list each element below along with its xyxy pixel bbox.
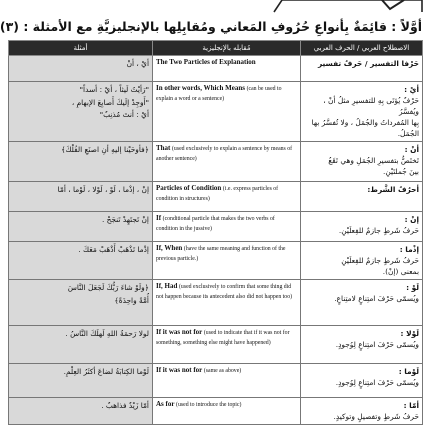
term-label: أيْ :: [404, 85, 419, 94]
term-line: حَرفُ شَرطٍ جازمٌ للفِعلَيْنِ.: [338, 226, 419, 235]
term-label: إذْما :: [399, 245, 419, 254]
term-line: بينَ جُملتَيْنِ.: [383, 167, 419, 176]
example-line: "أَوجِدْ إلَيكَ أَصابِعَ الإبهامِ ،: [71, 97, 149, 107]
table-row: [9, 364, 423, 398]
english-note: (conditional particle that makes the two verbs of condition in the jussive): [156, 216, 275, 232]
english-cell: [153, 280, 301, 326]
example-cell: [9, 142, 153, 182]
term-cell: [301, 242, 423, 280]
term-label: إنْ :: [404, 215, 419, 224]
term-label: لَوْلا :: [400, 329, 419, 338]
english-cell: [153, 242, 301, 280]
term-label: أحرُفُ الشَّرط:: [367, 185, 419, 194]
english-note: (same as above): [203, 368, 242, 374]
example-cell: [9, 182, 153, 212]
english-note: (have the same meaning and function of the previous particle.): [156, 246, 286, 262]
english-note: (used exclusively to explain a sentence by means of another sentence): [156, 146, 293, 162]
example-line: إنْ تَجتَهِدْ تَنجَحْ .: [101, 215, 149, 224]
tab-decoration: [274, 0, 422, 12]
example-cell: [9, 82, 153, 142]
example-cell: [9, 398, 153, 425]
example-cell: [9, 242, 153, 280]
example-line: أيْ : أنتَ مُذنِبٌ": [99, 110, 149, 119]
table-header-row: [9, 41, 423, 56]
term-label: أنْ :: [404, 145, 419, 154]
example-line: لَوْما الكِتابَةُ لضاعَ أكثَرُ العِلْمِ.: [63, 367, 149, 376]
english-cell: [153, 56, 301, 82]
example-line: ﴿فأوحَيْنا إليهِ أنِ اصنَعِ الفُلْكَ﴾: [61, 145, 149, 154]
example-line: ﴿ولَوْ شاءَ رَبُّكَ لَجَعَلَ النَّاسَ: [67, 283, 149, 292]
term-line: ويُسمّى حَرْفَ امتِناعٍ لامتِناعٍ.: [334, 294, 419, 303]
english-term: Particles of Condition: [156, 184, 222, 192]
english-cell: [153, 364, 301, 398]
term-cell: [301, 142, 423, 182]
term-label: لَوْ :: [406, 283, 419, 292]
example-cell: [9, 212, 153, 242]
term-cell: [301, 82, 423, 142]
english-term: That: [156, 144, 171, 152]
example-cell: [9, 56, 153, 82]
term-line: بِها المُفرداتُ والجُمَلُ ، ولا تُفسَّرُ بها: [311, 118, 419, 127]
particles-table: [8, 40, 423, 425]
example-cell: [9, 364, 153, 398]
english-term: If it was not for: [156, 328, 203, 336]
term-cell: [301, 182, 423, 212]
english-cell: [153, 82, 301, 142]
example-line: أمّا زَيْدٌ فذاهبٌ .: [101, 401, 149, 410]
example-line: أُمَّةً واحِدَةً﴾: [114, 295, 149, 305]
english-term: If, Had: [156, 282, 178, 290]
english-note: (used to indicate that if it was not for something, something else might have happened): [156, 330, 290, 346]
term-cell: [301, 56, 423, 82]
term-line: ويُسمّى حَرْفَ امتِناعٍ لِوُجودٍ.: [335, 378, 419, 387]
term-label: أمّا :: [403, 401, 419, 410]
english-term: The Two Particles of Explanation: [156, 58, 256, 66]
english-term: If, When: [156, 244, 183, 252]
header-term: الاصطلاح العربي / الحرف العربي: [301, 41, 423, 56]
example-line: إنْ ، إذْما ، لَوْ ، لَوْلا ، لَوْما ، أمّا: [57, 185, 149, 194]
english-cell: [153, 212, 301, 242]
term-line: بمعنى (إنْ).: [382, 267, 419, 276]
term-cell: [301, 326, 423, 364]
table-row: [9, 212, 423, 242]
english-term: As for: [156, 400, 175, 408]
term-cell: [301, 212, 423, 242]
example-cell: [9, 280, 153, 326]
term-line: حَرفُ شَرطٍ وتفصيلٍ وتوكيدٍ.: [333, 412, 419, 421]
term-cell: [301, 364, 423, 398]
example-cell: [9, 326, 153, 364]
header-examples: أمثلة: [9, 41, 153, 56]
term-line: تَختَصُّ بتفسيرِ الجُمَلِ وهي تَقَعُ: [328, 156, 419, 165]
table-body: [9, 56, 423, 425]
example-line: أيْ ، أنْ: [126, 59, 149, 68]
term-line: الجُمَلُ.: [397, 129, 419, 138]
english-cell: [153, 398, 301, 425]
table-row: [9, 242, 423, 280]
page-title: أوَّلاً : قائِمَةٌ بِأنواعِ حُرُوفِ المَعاني ومُقابِلِها بالإنجليزيَّةِ مع الأمثلة : (٣): [0, 19, 422, 34]
english-term: If: [156, 214, 162, 222]
example-line: لولا رَحمَةُ اللهِ لَهلَكَ النَّاسُ .: [65, 329, 149, 338]
english-cell: [153, 142, 301, 182]
term-cell: [301, 280, 423, 326]
term-label: حَرْفا التفسير / حَرفُ تفسير: [317, 59, 419, 68]
checkmark-icon: [382, 0, 404, 9]
english-note: (used to introduce the topic): [176, 402, 242, 408]
table-row: [9, 280, 423, 326]
english-note: (used exclusively to confirm that some thing did not happen because its antecedent also did not happen too): [156, 284, 293, 300]
example-line: إذْما تَذْهَبْ أَذْهَبْ مَعَكَ .: [78, 245, 149, 254]
english-cell: [153, 326, 301, 364]
table-row: [9, 142, 423, 182]
term-label: لَوْما :: [398, 367, 419, 376]
table-row: [9, 398, 423, 425]
header-english: مُقابله بالإنجليزية: [153, 41, 301, 56]
term-line: حَرفُ شَرطٍ جازمٌ للفِعلَيْنِ: [341, 256, 419, 265]
term-line: حَرْفٌ يُؤتَى بِهِ للتفسيرِ مثلُ أنْ ، ويُفسَّرُ: [323, 96, 419, 116]
table-row: [9, 82, 423, 142]
table-row: [9, 56, 423, 82]
english-cell: [153, 182, 301, 212]
term-cell: [301, 398, 423, 425]
english-note: (i.e. express particles of condition in structures): [156, 186, 279, 202]
example-line: "رَأيْتُ لَيثاً ، أيْ : أسداً": [79, 85, 149, 94]
english-note: (can be used to explain a word or a sentence): [156, 86, 282, 102]
table-row: [9, 326, 423, 364]
term-line: ويُسمّى حَرْفَ امتِناعٍ لِوُجودٍ.: [335, 340, 419, 349]
table-row: [9, 182, 423, 212]
english-term: If it was not for: [156, 366, 203, 374]
english-term: In other words, Which Means: [156, 84, 246, 92]
